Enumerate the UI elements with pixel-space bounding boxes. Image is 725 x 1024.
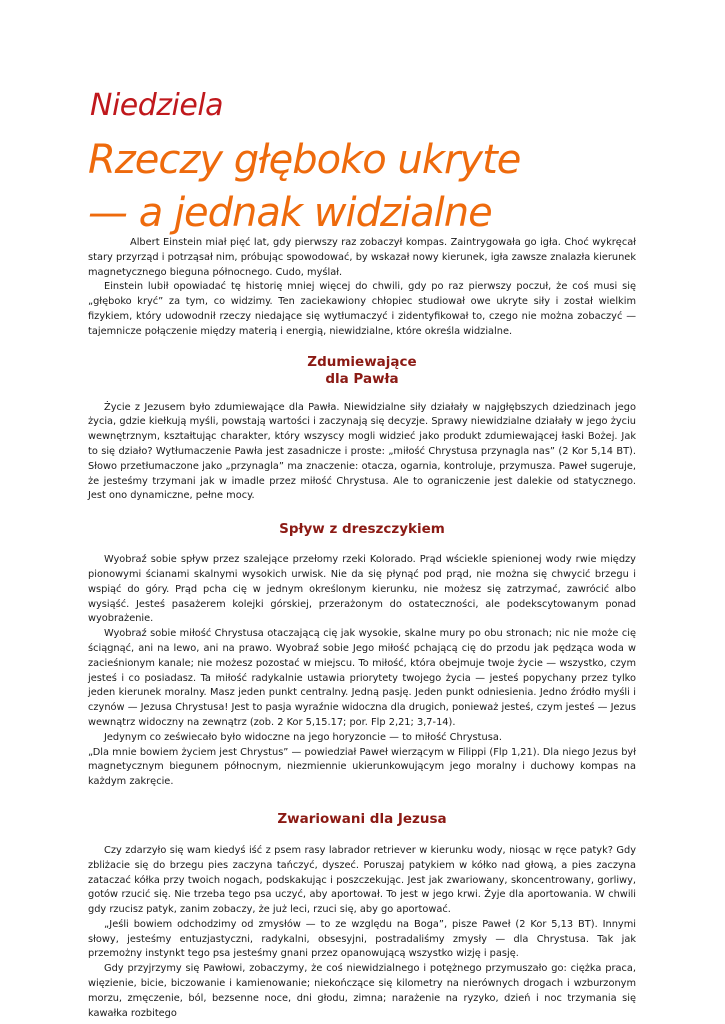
article-body xyxy=(88,236,636,1021)
intro-paragraph: Albert Einstein miał pięć lat, gdy pierwszy raz zobaczył kompas. Zaintrygowała go igła. Choć wykręcał stary przyrząd i potrząsał nim, próbując spowodować, by wskazał nowy kierunek, igła zawsze znalazła kierunek magnetycznego bieguna północnego. Cudo, myślał. xyxy=(88,237,636,278)
day-label: Niedziela xyxy=(90,88,224,123)
body-paragraph: Życie z Jezusem było zdumiewające dla Pawła. Niewidzialne siły działały w najgłębszych dziedzinach jego życia, gdzie kiełkują myśli, powstają wartości i zaczynają się decyzje. Sprawy niewidzialne działały w jego życiu wewnętrznym, kształtując charakter, który wszyscy mogli widzieć jako produkt zdumiewającej łaski Bożej. Jak to się działo? Wytłumaczenie Pawła jest zasadnicze i proste: „miłość Chrystusa przynagla nas” (2 Kor 5,14 BT). Słowo przetłumaczone jako „przynagla” ma znaczenie: otacza, ogarnia, kontroluje, przymusza. Paweł sugeruje, że jesteśmy trzymani jak w imadle przez miłość Chrystusa. Ale to ograniczenie jest dalekie od statycznego. Jest ono dynamiczne, pełne mocy. xyxy=(88,401,636,502)
section-heading-zwariowani: Zwariowani dla Jezusa xyxy=(277,810,447,827)
section-heading-zdumiewajace xyxy=(88,354,636,388)
page-title-line-2: — a jednak widzialne xyxy=(88,190,492,236)
body-paragraph: Wyobraź sobie spływ przez szalejące przełomy rzeki Kolorado. Prąd wściekle spienionej wody rwie między pionowymi ścianami skalnymi wysokich urwisk. Nie da się płynąć pod prąd, nie można się chwycić brzegu i wspiąć do góry. Prąd pcha cię w jednym określonym kierunku, nie możesz się zatrzymać, zawrócić albo wysiąść. Jesteś pasażerem kolejki górskiej, przerażonym do ostateczności, ale podekscytowanym ponad wyobrażenie. xyxy=(88,554,636,625)
body-paragraph: Jedynym co zeświecało było widoczne na jego horyzoncie — to miłość Chrystusa. xyxy=(104,731,502,743)
intro-paragraph: Einstein lubił opowiadać tę historię mniej więcej do chwili, gdy po raz pierwszy poczuł, że coś musi się „głęboko kryć” za tym, co widzimy. Ten zaciekawiony chłopiec studiował owe ukryte siły i został wielkim fizykiem, który udowodnił rzeczy niedające się wytłumaczyć i zidentyfikował to, czego nie można zobaczyć — tajemnicze połączenie między materią i energią, niewidzialne, które określa widzialne. xyxy=(88,281,636,337)
body-paragraph: „Jeśli bowiem odchodzimy od zmysłów — to ze względu na Boga”, pisze Paweł (2 Kor 5,13 BT). Innymi słowy, jesteśmy entuzjastyczni, radykalni, obsesyjni, postradaliśmy zmysły — dla Chrystusa. Tak jak przemożny instynkt tego psa jesteśmy gnani przez opanowującą wszystko wizję i pasję. xyxy=(88,918,636,960)
section-heading-line: Zdumiewające xyxy=(307,353,417,370)
section-heading-splyw: Spływ z dreszczykiem xyxy=(279,521,445,538)
body-paragraph: „Dla mnie bowiem życiem jest Chrystus” — powiedział Paweł wierzącym w Filippi (Flp 1,21). Dla niego Jezus był magnetycznym biegunem północnym, niezmiennie ukierunkowującym jego moralny i duchowy kompas na każdym zakręcie. xyxy=(88,746,636,788)
section-heading-line: dla Pawła xyxy=(325,370,399,387)
body-paragraph: Wyobraź sobie miłość Chrystusa otaczającą cię jak wysokie, skalne mury po obu stronach; nic nie może cię ściągnąć, ani na lewo, ani na prawo. Wyobraź sobie Jego miłość pchającą cię do przodu jak pędząca woda w zacieśnionym kanale; nie możesz pozostać w miejscu. To miłość, która obejmuje twoje życie — wszystko, czym jesteś i co posiadasz. Ta miłość radykalnie ustawia priorytety twojego życia — jesteś popychany przez tylko jeden kierunek moralny. Masz jeden punkt centralny. Jedną pasję. Jeden punkt odniesienia. Jedno źródło myśli i czynów — Jezusa Chrystusa! Jest to pasja wyraźnie widoczna dla drugich, ponieważ jesteś, czym jesteś — Jezus wewnątrz widoczny na zewnątrz (zob. 2 Kor 5,15.17; por. Flp 2,21; 3,7-14). xyxy=(88,628,636,728)
body-paragraph: Gdy przyjrzymy się Pawłowi, zobaczymy, że coś niewidzialnego i potężnego przymuszało go: ciężka praca, więzienie, bicie, biczowanie i kamienowanie; niekończące się kilometry na nierównych drogach i wzburzonym morzu, zmęczenie, ból, bezsenne noce, dni głodu, zimna; narażenie na ryzyko, dzień i noc trzymania się kawałka rozbitego xyxy=(88,963,636,1019)
page-title-line-1: Rzeczy głęboko ukryte xyxy=(88,137,521,183)
body-paragraph: Czy zdarzyło się wam kiedyś iść z psem rasy labrador retriever w kierunku wody, niosąc w ręce patyk? Gdy zbliżacie się do brzegu pies zaczyna tańczyć, dyszeć. Poruszaj patykiem w kółko nad głową, a pies zaczyna zataczać kółka przy twoich nogach, podskakując i poszczekując. Jest jak zwariowany, skoncentrowany, gorliwy, gotów rzucić się. Nie trzeba tego psa uczyć, aby aportował. To jest w jego krwi. Żyje dla aportowania. W chwili gdy rzucisz patyk, zanim zobaczy, że już leci, rzuci się, aby go aportować. xyxy=(88,844,636,916)
